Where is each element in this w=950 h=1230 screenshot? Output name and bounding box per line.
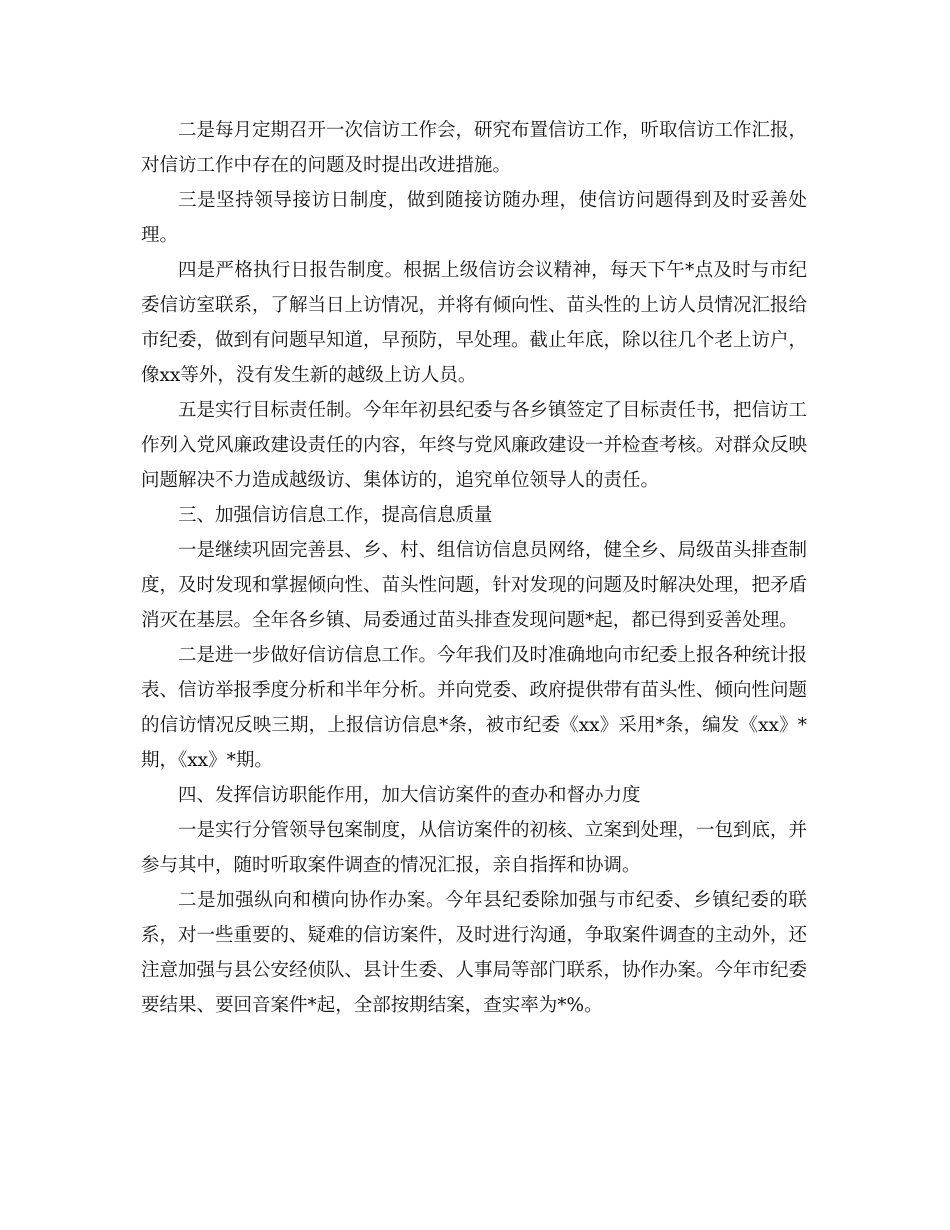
paragraph: 二是每月定期召开一次信访工作会，研究布置信访工作，听取信访工作汇报，对信访工作中存在的问题及时提出改进措施。 [141, 120, 808, 176]
paragraph: 二是进一步做好信访信息工作。今年我们及时准确地向市纪委上报各种统计报表、信访举报季度分析和半年分析。并向党委、政府提供带有苗头性、倾向性问题的信访情况反映三期，上报信访信息*条，被市纪委《xx》采用*条，编发《xx》*期，《xx》*期。 [141, 645, 808, 771]
paragraph: 一是实行分管领导包案制度，从信访案件的初核、立案到处理，一包到底，并参与其中，随时听取案件调查的情况汇报，亲自指挥和协调。 [141, 820, 808, 876]
paragraph: 一是继续巩固完善县、乡、村、组信访信息员网络，健全乡、局级苗头排查制度，及时发现和掌握倾向性、苗头性问题，针对发现的问题及时解决处理，把矛盾消灭在基层。全年各乡镇、局委通过苗头排查发现问题*起，都已得到妥善处理。 [141, 540, 808, 631]
section-heading: 三、加强信访信息工作，提高信息质量 [178, 505, 493, 526]
paragraph: 四是严格执行日报告制度。根据上级信访会议精神，每天下午*点及时与市纪委信访室联系，了解当日上访情况，并将有倾向性、苗头性的上访人员情况汇报给市纪委，做到有问题早知道，早预防，早处理。截止年底，除以往几个老上访户，像xx等外，没有发生新的越级上访人员。 [141, 260, 808, 386]
paragraph: 五是实行目标责任制。今年年初县纪委与各乡镇签定了目标责任书，把信访工作列入党风廉政建设责任的内容，年终与党风廉政建设一并检查考核。对群众反映问题解决不力造成越级访、集体访的，追究单位领导人的责任。 [141, 400, 808, 491]
section-heading: 四、发挥信访职能作用，加大信访案件的查办和督办力度 [178, 785, 641, 806]
paragraph: 二是加强纵向和横向协作办案。今年县纪委除加强与市纪委、乡镇纪委的联系，对一些重要的、疑难的信访案件，及时进行沟通，争取案件调查的主动外，还注意加强与县公安经侦队、县计生委、人事局等部门联系，协作办案。今年市纪委要结果、要回音案件*起，全部按期结案，查实率为*%。 [141, 890, 808, 1016]
paragraph: 三是坚持领导接访日制度，做到随接访随办理，使信访问题得到及时妥善处理。 [141, 190, 807, 246]
document-body [141, 113, 807, 1023]
